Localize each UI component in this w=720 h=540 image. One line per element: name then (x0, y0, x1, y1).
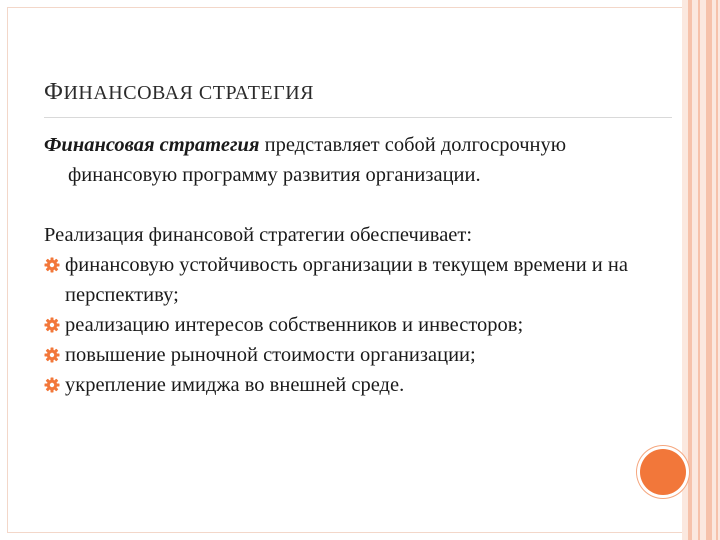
gear-icon (44, 377, 60, 393)
definition-text: представляет собой долгосрочную финансовую программу развития организации. (68, 134, 567, 186)
stripe (698, 0, 700, 540)
title-initial: Ф (44, 79, 64, 105)
bullet-text: реализацию интересов собственников и инвесторов; (65, 314, 524, 336)
bullet-text: финансовую устойчивость организации в текущем времени и на перспективу; (65, 254, 628, 306)
decorative-stripes (682, 0, 720, 540)
definition-term: Финансовая стратегия (44, 134, 260, 156)
title-divider (44, 117, 672, 118)
title-rest: ИНАНСОВАЯ СТРАТЕГИЯ (63, 82, 314, 104)
intro-text: Реализация финансовой стратегии обеспечивает: (44, 224, 473, 246)
gear-icon (44, 347, 60, 363)
slide-title (44, 79, 314, 106)
list-item (44, 340, 634, 370)
definition-paragraph (44, 130, 634, 190)
slide-content (44, 130, 634, 400)
decorative-circle (640, 449, 686, 495)
bullet-text: повышение рыночной стоимости организации; (65, 344, 476, 366)
gear-icon (44, 257, 60, 273)
list-item (44, 310, 634, 340)
bullet-list (44, 250, 634, 400)
bullet-text: укрепление имиджа во внешней среде. (65, 374, 405, 396)
stripe (706, 0, 712, 540)
stripe (716, 0, 718, 540)
list-item (44, 370, 634, 400)
spacer (44, 190, 634, 220)
stripe (688, 0, 692, 540)
list-item (44, 250, 634, 310)
gear-icon (44, 317, 60, 333)
